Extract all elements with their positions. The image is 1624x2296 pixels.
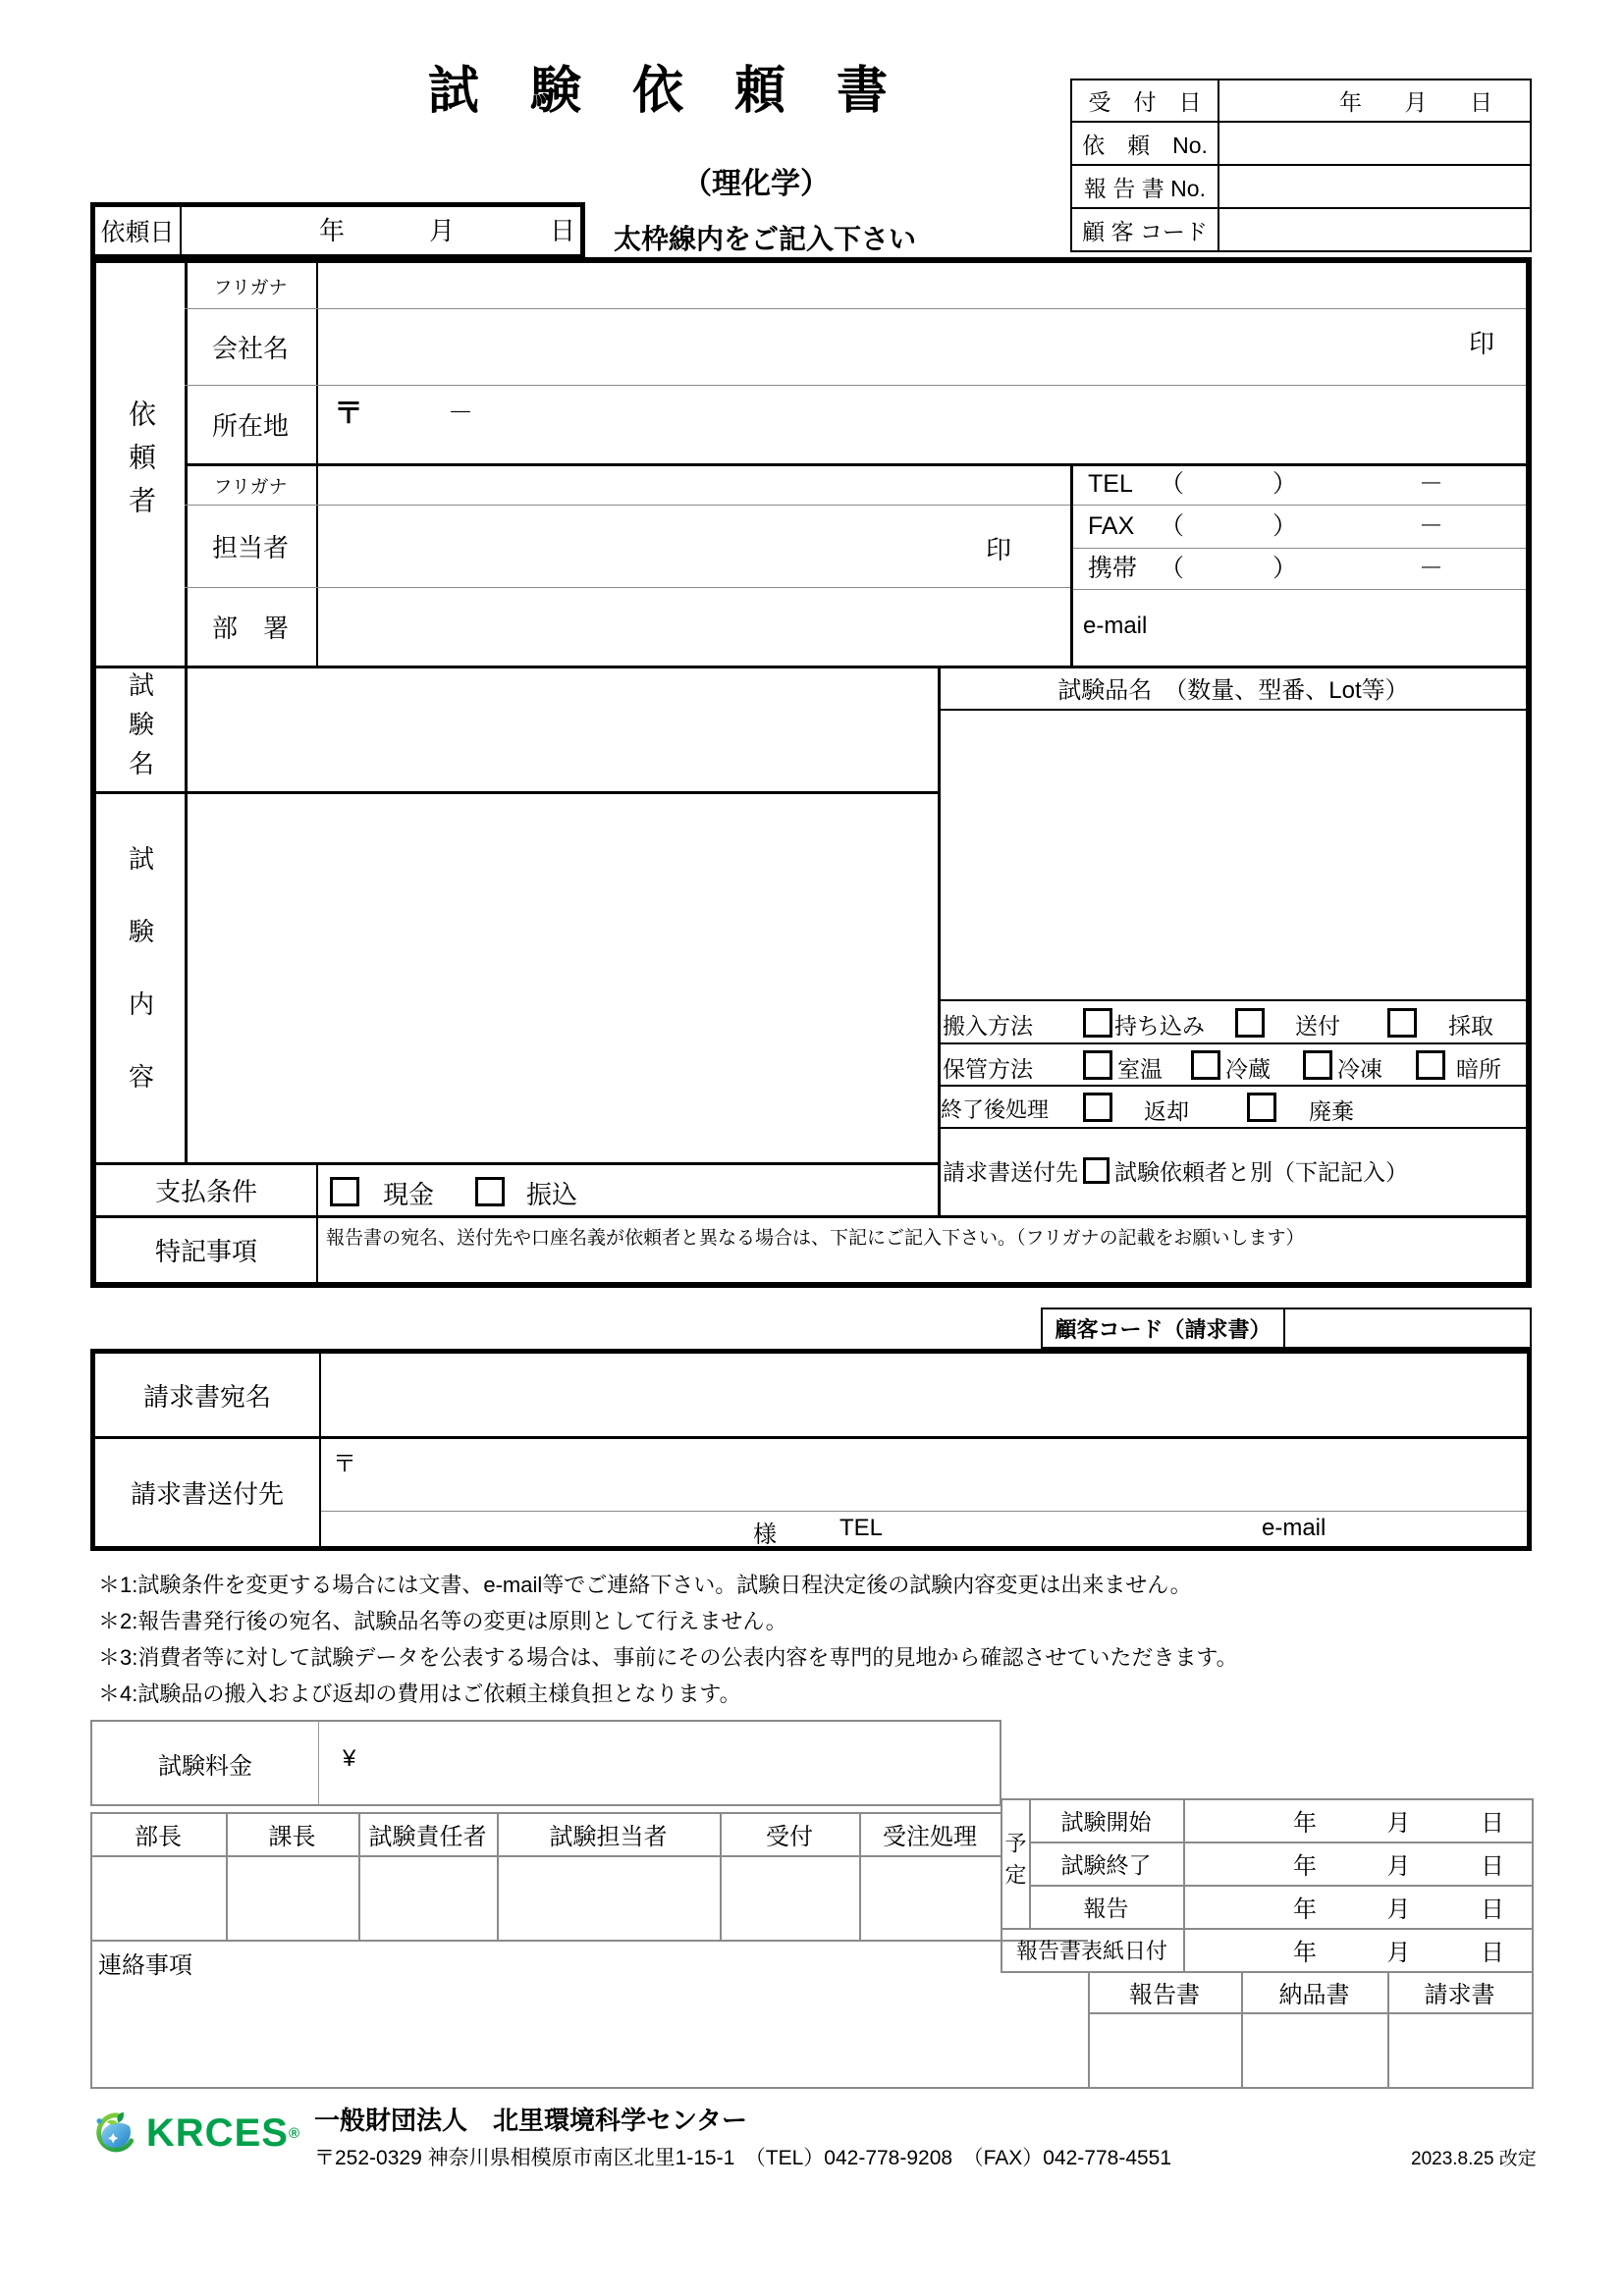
- note-4: ＊4:試験品の搬入および返却の費用はご依頼主様負担となります。: [98, 1682, 741, 1706]
- contact-items-input[interactable]: [92, 1973, 1086, 2085]
- special-notes-input[interactable]: [322, 1245, 1520, 1280]
- storage-option-frozen: 冷凍: [1337, 1056, 1382, 1082]
- year-unit: 年: [319, 216, 346, 245]
- month-unit: 月: [1386, 1809, 1411, 1837]
- company-label: 会社名: [211, 333, 289, 363]
- month-unit: 月: [1386, 1939, 1411, 1966]
- payment-option-cash: 現金: [383, 1180, 435, 1209]
- invoice-name-label: 請求書宛名: [142, 1381, 271, 1412]
- checkbox-storage-frozen[interactable]: [1303, 1050, 1332, 1080]
- fax-label: FAX: [1088, 512, 1135, 540]
- mobile-label: 携帯: [1088, 555, 1138, 582]
- after-treatment-row: [938, 1085, 1526, 1127]
- payment-option-transfer: 振込: [526, 1180, 578, 1209]
- company-seal-mark: 印: [1469, 329, 1495, 358]
- postal-dash: －: [448, 398, 474, 427]
- schedule-start-date-input[interactable]: [1183, 1798, 1532, 1842]
- payment-row: [318, 1165, 938, 1215]
- doc-delivery-label: 納品書: [1278, 1981, 1350, 2008]
- reception-table: [1070, 79, 1532, 252]
- org-address: 〒252-0329 神奈川県相模原市南区北里1-15-1 （TEL）042-778-9208 （FAX）042-778-4551: [314, 2147, 1172, 2169]
- checkbox-carry-in-ship[interactable]: [1235, 1008, 1265, 1038]
- checkbox-storage-room-temp[interactable]: [1083, 1050, 1112, 1080]
- checkbox-payment-cash[interactable]: [330, 1177, 359, 1206]
- schedule-report-label: 報告: [1083, 1895, 1129, 1921]
- fee-amount-input[interactable]: [377, 1726, 996, 1800]
- invoice-tel-label: TEL: [839, 1515, 884, 1541]
- page-subtitle: （理化学）: [682, 168, 830, 200]
- contact-person-label: 担当者: [211, 532, 289, 562]
- test-content-input[interactable]: [189, 796, 934, 1159]
- hyphen: －: [1419, 555, 1444, 582]
- year-unit: 年: [1339, 89, 1362, 115]
- department-label: 部 署: [211, 613, 289, 643]
- checkbox-after-return[interactable]: [1083, 1093, 1112, 1122]
- paren-open: （: [1160, 470, 1185, 498]
- org-name: 一般財団法人 北里環境科学センター: [314, 2106, 747, 2135]
- billing-postal-mark: 〒: [333, 1451, 356, 1477]
- fee-box: [90, 1720, 1001, 1806]
- checkbox-storage-dark[interactable]: [1416, 1050, 1445, 1080]
- month-unit: 月: [1386, 1896, 1411, 1923]
- approval-header-kacho: 課長: [268, 1823, 316, 1850]
- customer-code-input[interactable]: [1219, 209, 1530, 250]
- after-treatment-label: 終了後処理: [941, 1097, 1050, 1122]
- krces-logo-icon: [93, 2101, 136, 2165]
- storage-option-refrigerated: 冷蔵: [1225, 1056, 1271, 1082]
- schedule-end-date-input[interactable]: [1183, 1842, 1532, 1885]
- hyphen: －: [1419, 470, 1444, 498]
- approval-header-test-manager: 試験責任者: [368, 1823, 487, 1850]
- address-label: 所在地: [211, 410, 289, 441]
- checkbox-carry-in-bring[interactable]: [1083, 1008, 1112, 1038]
- checkbox-payment-transfer[interactable]: [475, 1177, 505, 1206]
- paren-close: ）: [1272, 470, 1298, 498]
- day-unit: 日: [1481, 1939, 1504, 1966]
- year-unit: 年: [1293, 1852, 1317, 1880]
- month-unit: 月: [1404, 89, 1428, 115]
- test-name-label: 試験名: [125, 670, 155, 789]
- company-input[interactable]: [322, 310, 1461, 383]
- contact-items-label: 連絡事項: [98, 1952, 192, 1979]
- report-no-label: 報 告 書 No.: [1072, 166, 1219, 207]
- special-notes-text: 報告書の宛名、送付先や口座名義が依頼者と異なる場合は、下記にご記入下さい。（フリガナの記載をお願いします）: [326, 1228, 1305, 1249]
- report-no-input[interactable]: [1219, 166, 1530, 207]
- bold-frame-instruction: 太枠線内をご記入下さい: [614, 224, 917, 254]
- hyphen: －: [1419, 512, 1444, 540]
- approval-header-test-staff: 試験担当者: [549, 1823, 668, 1850]
- storage-row: [938, 1042, 1526, 1085]
- note-1: ＊1:試験条件を変更する場合には文書、e-mail等でご連絡下さい。試験日程決定後の試験内容変更は出来ません。: [98, 1573, 1192, 1597]
- tel-label: TEL: [1088, 470, 1133, 498]
- request-date-box: [90, 202, 585, 259]
- krces-logo: [93, 2099, 299, 2167]
- approval-header-bucho: 部長: [135, 1823, 182, 1850]
- carry-in-option-collect: 採取: [1448, 1013, 1493, 1039]
- request-no-input[interactable]: [1219, 123, 1530, 164]
- invoice-email-label: e-mail: [1262, 1515, 1326, 1541]
- invoice-dest-label: 請求書送付先: [943, 1159, 1078, 1185]
- doc-invoice-label: 請求書: [1424, 1981, 1495, 2008]
- test-name-input[interactable]: [189, 670, 934, 788]
- month-unit: 月: [1386, 1852, 1411, 1880]
- invoice-name-input[interactable]: [325, 1356, 1523, 1434]
- fax-row[interactable]: [1073, 505, 1526, 548]
- main-form-box: [90, 257, 1532, 1288]
- day-unit: 日: [1470, 89, 1492, 115]
- contact-seal-mark: 印: [986, 535, 1012, 564]
- customer-code-label: 顧 客 コード: [1072, 209, 1219, 250]
- reception-date-input[interactable]: [1219, 80, 1530, 121]
- year-unit: 年: [1293, 1809, 1317, 1837]
- invoice-contact-row[interactable]: [321, 1512, 1527, 1546]
- postal-mark: 〒: [334, 398, 363, 430]
- request-no-label: 依 頼 No.: [1072, 123, 1219, 164]
- checkbox-invoice-dest-separate[interactable]: [1083, 1157, 1110, 1184]
- paren-open: （: [1160, 512, 1185, 540]
- page-title: 試 験 依 頼 書: [427, 63, 888, 120]
- invoice-dest-row: [938, 1129, 1526, 1215]
- after-option-return: 返却: [1144, 1098, 1189, 1124]
- note-2: ＊2:報告書発行後の宛名、試験品名等の変更は原則として行えません。: [98, 1609, 787, 1633]
- paren-open: （: [1160, 555, 1185, 582]
- storage-label: 保管方法: [943, 1056, 1033, 1082]
- paren-close: ）: [1272, 555, 1298, 582]
- paren-close: ）: [1272, 512, 1298, 540]
- billing-customer-code-label: 顧客コード（請求書）: [1043, 1309, 1285, 1347]
- day-unit: 日: [1481, 1896, 1504, 1923]
- test-content-label: 試験内容: [125, 844, 155, 1136]
- checkbox-after-dispose[interactable]: [1247, 1093, 1276, 1122]
- storage-option-dark: 暗所: [1456, 1056, 1501, 1082]
- sample-name-header: 試験品名 （数量、型番、Lot等）: [1057, 676, 1409, 704]
- approval-header-order-processing: 受注処理: [883, 1823, 977, 1850]
- carry-in-row: [938, 999, 1526, 1042]
- sama-suffix: 様: [753, 1522, 777, 1548]
- month-unit: 月: [429, 216, 456, 245]
- carry-in-option-bring: 持ち込み: [1114, 1013, 1205, 1039]
- contact-furigana-input[interactable]: [322, 467, 1064, 503]
- day-unit: 日: [550, 216, 576, 245]
- invoice-dest-option: 試験依頼者と別（下記記入）: [1114, 1159, 1408, 1185]
- day-unit: 日: [1481, 1809, 1504, 1837]
- payment-label: 支払条件: [154, 1177, 257, 1206]
- schedule-start-label: 試験開始: [1060, 1808, 1152, 1835]
- day-unit: 日: [1481, 1852, 1504, 1880]
- doc-check-area[interactable]: [1090, 2014, 1532, 2085]
- approval-header-reception: 受付: [766, 1823, 813, 1850]
- carry-in-label: 搬入方法: [943, 1013, 1033, 1039]
- invoice-address-label: 請求書送付先: [130, 1479, 284, 1509]
- checkbox-carry-in-collect[interactable]: [1387, 1008, 1417, 1038]
- department-input[interactable]: [322, 589, 1064, 664]
- schedule-report-date-input[interactable]: [1183, 1885, 1532, 1928]
- sample-name-input[interactable]: [941, 711, 1526, 997]
- email-row[interactable]: [1073, 589, 1526, 666]
- billing-box: [90, 1349, 1532, 1551]
- currency-mark: ¥: [343, 1745, 356, 1772]
- year-unit: 年: [1293, 1896, 1317, 1923]
- revision-date: 2023.8.25 改定: [1411, 2149, 1537, 2169]
- checkbox-storage-refrigerated[interactable]: [1191, 1050, 1220, 1080]
- registered-mark: ®: [288, 2124, 299, 2142]
- furigana2-label: フリガナ: [213, 477, 288, 498]
- fee-label: 試験料金: [158, 1752, 252, 1780]
- report-cover-date-input[interactable]: [1183, 1928, 1532, 1971]
- carry-in-option-ship: 送付: [1295, 1013, 1340, 1039]
- special-notes-label: 特記事項: [154, 1237, 257, 1266]
- schedule-end-label: 試験終了: [1060, 1851, 1152, 1878]
- tel-row[interactable]: [1073, 463, 1526, 505]
- request-date-input[interactable]: [182, 207, 580, 254]
- requester-section-label: 依頼者: [126, 400, 156, 529]
- note-3: ＊3:消費者等に対して試験データを公表する場合は、事前にその公表内容を専門的見地から確認させていただきます。: [98, 1645, 1238, 1670]
- krces-logo-text: KRCES: [145, 2110, 289, 2155]
- billing-customer-code-input[interactable]: [1285, 1309, 1530, 1347]
- report-cover-date-label: 報告書表紙日付: [1015, 1938, 1167, 1963]
- mobile-row[interactable]: [1073, 548, 1526, 589]
- reception-date-label: 受 付 日: [1072, 80, 1219, 121]
- contact-person-input[interactable]: [322, 507, 970, 585]
- request-date-label: 依頼日: [95, 207, 182, 254]
- billing-customer-code-box: [1041, 1308, 1532, 1349]
- year-unit: 年: [1293, 1939, 1317, 1966]
- doc-report-label: 報告書: [1129, 1981, 1200, 2008]
- company-furigana-input[interactable]: [322, 265, 1520, 306]
- schedule-plan-label: 予定: [1002, 1832, 1027, 1895]
- email-label: e-mail: [1083, 613, 1148, 639]
- furigana-label: フリガナ: [213, 277, 288, 298]
- approval-stamp-area[interactable]: [92, 1857, 1001, 1938]
- invoice-address-input[interactable]: [325, 1442, 1523, 1509]
- storage-option-room-temp: 室温: [1117, 1056, 1163, 1082]
- after-option-dispose: 廃棄: [1309, 1098, 1354, 1124]
- address-input[interactable]: [322, 387, 1520, 461]
